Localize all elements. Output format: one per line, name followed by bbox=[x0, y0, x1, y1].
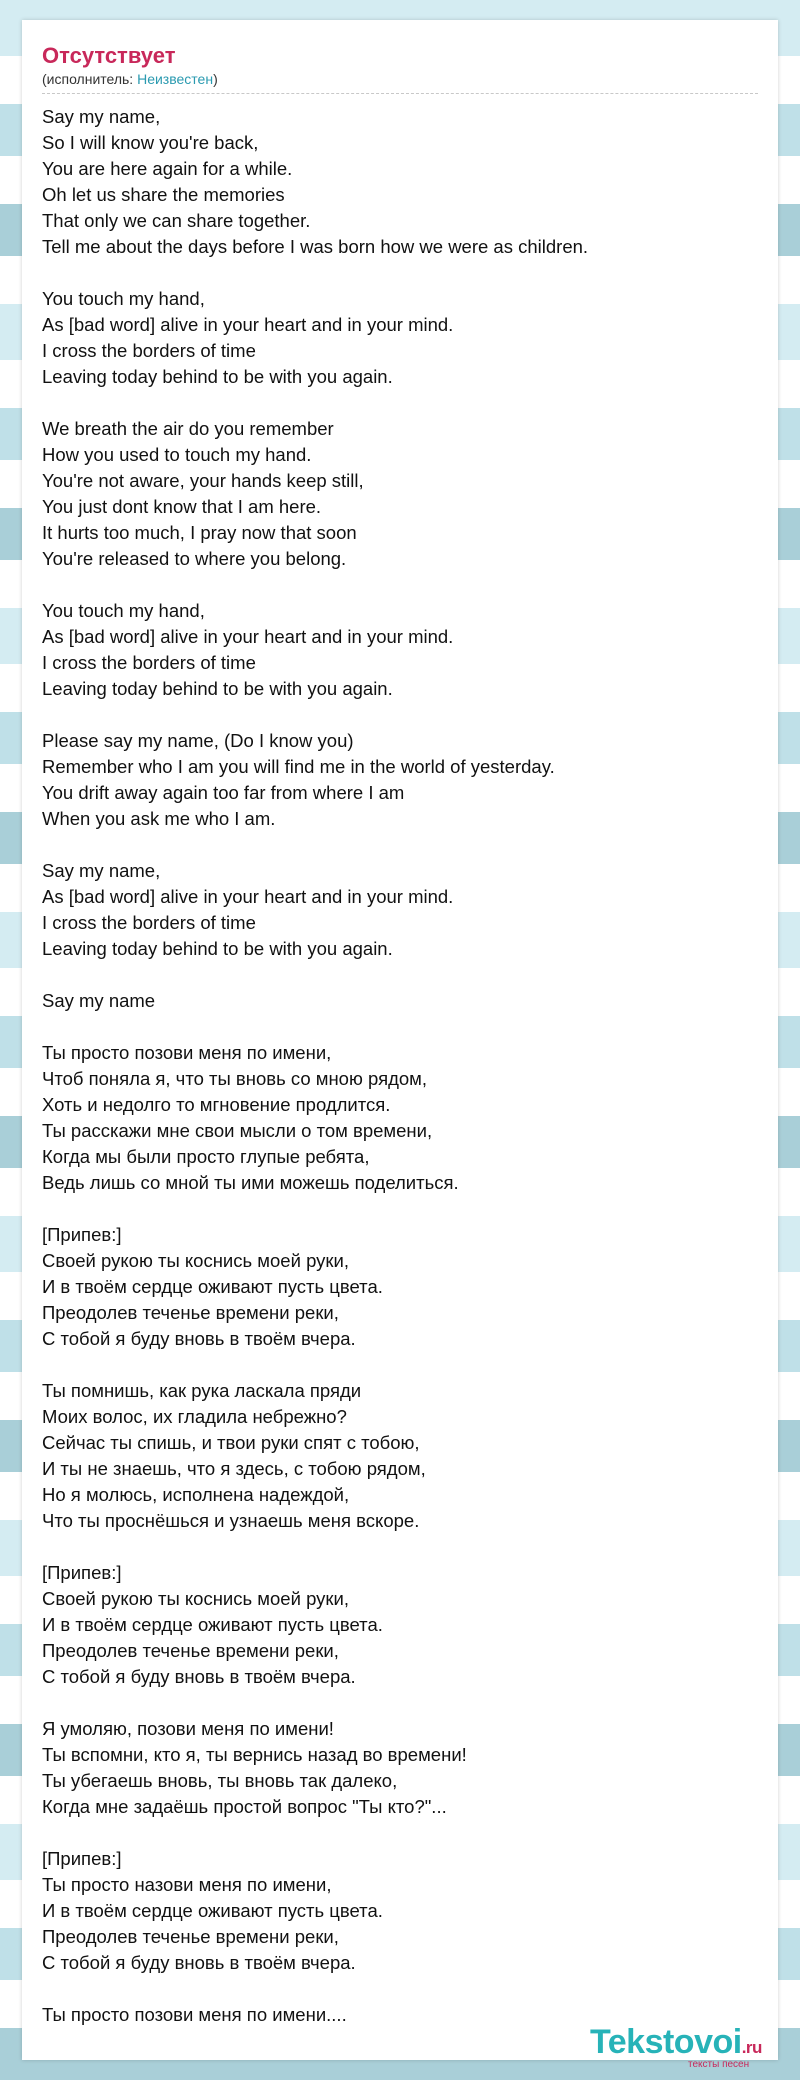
lyrics-blank-line bbox=[42, 1534, 762, 1560]
lyrics-blank-line bbox=[42, 1976, 762, 2002]
lyrics-line: [Припев:] bbox=[42, 1848, 122, 1869]
lyrics-line: Моих волос, их гладила небрежно? bbox=[42, 1406, 347, 1427]
logo-tagline: тексты песен bbox=[688, 2059, 750, 2070]
lyrics-blank-line bbox=[42, 1014, 762, 1040]
lyrics-line: Remember who I am you will find me in the world of yesterday. bbox=[42, 756, 555, 777]
lyrics-line: С тобой я буду вновь в твоём вчера. bbox=[42, 1952, 356, 1973]
song-title: Отсутствует bbox=[42, 43, 176, 68]
lyrics-line: Say my name bbox=[42, 990, 156, 1011]
lyrics-blank-line bbox=[42, 390, 762, 416]
lyrics-line: Leaving today behind to be with you again. bbox=[42, 678, 393, 699]
lyrics-line: As [bad word] alive in your heart and in your mind. bbox=[42, 626, 454, 647]
artist-prefix: (исполнитель: bbox=[42, 71, 138, 87]
song-header bbox=[42, 42, 758, 94]
artist-link[interactable]: Неизвестен bbox=[137, 71, 214, 87]
lyrics-blank-line bbox=[42, 1196, 762, 1222]
lyrics-blank-line bbox=[42, 962, 762, 988]
lyrics-line: Преодолев теченье времени реки, bbox=[42, 1640, 339, 1661]
lyrics-line: It hurts too much, I pray now that soon bbox=[42, 522, 357, 543]
lyrics-line: [Припев:] bbox=[42, 1224, 122, 1245]
lyrics-blank-line bbox=[42, 572, 762, 598]
lyrics-line: Say my name, bbox=[42, 860, 161, 881]
lyrics-line: И в твоём сердце оживают пусть цвета. bbox=[42, 1900, 383, 1921]
lyrics-line: Сейчас ты спишь, и твои руки спят с тобою, bbox=[42, 1432, 420, 1453]
lyrics-line: I cross the borders of time bbox=[42, 340, 256, 361]
lyrics-blank-line bbox=[42, 702, 762, 728]
lyrics-line: Что ты проснёшься и узнаешь меня вскоре. bbox=[42, 1510, 420, 1531]
lyrics-line: How you used to touch my hand. bbox=[42, 444, 312, 465]
lyrics-blank-line bbox=[42, 832, 762, 858]
lyrics-line: Oh let us share the memories bbox=[42, 184, 285, 205]
lyrics-blank-line bbox=[42, 1820, 762, 1846]
lyrics-line: И в твоём сердце оживают пусть цвета. bbox=[42, 1614, 383, 1635]
lyrics-blank-line bbox=[42, 1352, 762, 1378]
lyrics-blank-line bbox=[42, 1690, 762, 1716]
lyrics-line: That only we can share together. bbox=[42, 210, 311, 231]
lyrics-line: Ты просто позови меня по имени.... bbox=[42, 2004, 347, 2025]
lyrics-line: Своей рукою ты коснись моей руки, bbox=[42, 1588, 349, 1609]
lyrics-line: You touch my hand, bbox=[42, 600, 205, 621]
lyrics-line: Please say my name, (Do I know you) bbox=[42, 730, 354, 751]
lyrics-line: Хоть и недолго то мгновение продлится. bbox=[42, 1094, 391, 1115]
site-logo[interactable] bbox=[570, 2022, 800, 2072]
lyrics-line: Ты расскажи мне свои мысли о том времени, bbox=[42, 1120, 433, 1141]
lyrics-line: Когда мне задаёшь простой вопрос "Ты кто?"... bbox=[42, 1796, 447, 1817]
lyrics-line: Преодолев теченье времени реки, bbox=[42, 1926, 339, 1947]
lyrics-line: Ты убегаешь вновь, ты вновь так далеко, bbox=[42, 1770, 398, 1791]
lyrics-line: You drift away again too far from where I am bbox=[42, 782, 405, 803]
lyrics-line: Чтоб поняла я, что ты вновь со мною рядом, bbox=[42, 1068, 428, 1089]
lyrics-line: Leaving today behind to be with you again. bbox=[42, 938, 393, 959]
lyrics-line: You are here again for a while. bbox=[42, 158, 293, 179]
lyrics-line: You touch my hand, bbox=[42, 288, 205, 309]
logo-name: Tekstovoi bbox=[590, 2023, 742, 2061]
lyrics-line: I cross the borders of time bbox=[42, 652, 256, 673]
lyrics-line: Ведь лишь со мной ты ими можешь поделиться. bbox=[42, 1172, 459, 1193]
lyrics-line: И в твоём сердце оживают пусть цвета. bbox=[42, 1276, 383, 1297]
lyrics-line: Ты помнишь, как рука ласкала пряди bbox=[42, 1380, 362, 1401]
lyrics-line: Ты просто назови меня по имени, bbox=[42, 1874, 332, 1895]
lyrics-line: As [bad word] alive in your heart and in your mind. bbox=[42, 886, 454, 907]
lyrics-line: И ты не знаешь, что я здесь, с тобою рядом, bbox=[42, 1458, 426, 1479]
lyrics-line: Своей рукою ты коснись моей руки, bbox=[42, 1250, 349, 1271]
lyrics-line: We breath the air do you remember bbox=[42, 418, 334, 439]
artist-suffix: ) bbox=[213, 71, 218, 87]
lyrics-line: [Припев:] bbox=[42, 1562, 122, 1583]
lyrics-line: You're released to where you belong. bbox=[42, 548, 347, 569]
lyrics-line: So I will know you're back, bbox=[42, 132, 259, 153]
lyrics-line: As [bad word] alive in your heart and in your mind. bbox=[42, 314, 454, 335]
lyrics-line: Но я молюсь, исполнена надеждой, bbox=[42, 1484, 350, 1505]
lyrics-line: You just dont know that I am here. bbox=[42, 496, 322, 517]
lyrics-line: When you ask me who I am. bbox=[42, 808, 276, 829]
lyrics-card bbox=[22, 20, 778, 2070]
artist-line bbox=[42, 70, 758, 88]
lyrics-text bbox=[42, 104, 762, 2028]
logo-tld: .ru bbox=[741, 2038, 762, 2057]
lyrics-blank-line bbox=[42, 260, 762, 286]
lyrics-line: I cross the borders of time bbox=[42, 912, 256, 933]
lyrics-line: Ты просто позови меня по имени, bbox=[42, 1042, 332, 1063]
lyrics-line: You're not aware, your hands keep still, bbox=[42, 470, 364, 491]
lyrics-line: Tell me about the days before I was born how we were as children. bbox=[42, 236, 589, 257]
lyrics-line: Когда мы были просто глупые ребята, bbox=[42, 1146, 370, 1167]
lyrics-line: С тобой я буду вновь в твоём вчера. bbox=[42, 1328, 356, 1349]
lyrics-line: Leaving today behind to be with you again. bbox=[42, 366, 393, 387]
lyrics-line: Ты вспомни, кто я, ты вернись назад во времени! bbox=[42, 1744, 467, 1765]
lyrics-line: Я умоляю, позови меня по имени! bbox=[42, 1718, 334, 1739]
lyrics-line: Say my name, bbox=[42, 106, 161, 127]
lyrics-line: Преодолев теченье времени реки, bbox=[42, 1302, 339, 1323]
lyrics-line: С тобой я буду вновь в твоём вчера. bbox=[42, 1666, 356, 1687]
